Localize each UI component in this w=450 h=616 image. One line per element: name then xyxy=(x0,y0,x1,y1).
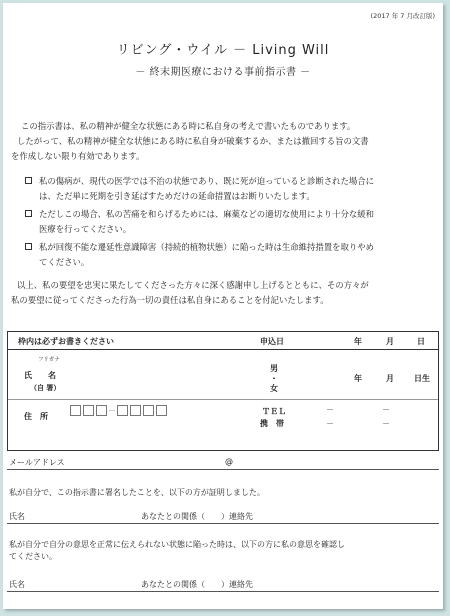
name-label: 氏 名 xyxy=(24,371,56,380)
postal-code-box[interactable] xyxy=(117,405,128,416)
closing-line-1: 以上、私の要望を忠実に果たしてくださった方々に深く感謝申し上げるとともに、その方々が xyxy=(17,280,369,290)
mobile-dash-1: － xyxy=(326,419,334,428)
option-item xyxy=(25,240,435,270)
gender-female[interactable]: 女 xyxy=(270,384,278,393)
mobile-dash-2: － xyxy=(382,419,390,428)
witness-entry-line[interactable] xyxy=(7,523,439,524)
postal-code-box[interactable] xyxy=(83,405,94,416)
gender-separator: ・ xyxy=(270,374,278,383)
birth-day-label: 日生 xyxy=(414,374,430,383)
apply-year-label: 年 xyxy=(354,337,362,346)
applicant-form xyxy=(7,331,439,451)
furigana-label: フリガナ xyxy=(38,357,60,363)
witness-relation-label: あなたとの関係（ ）連絡先 xyxy=(141,512,253,521)
form-middle-divider xyxy=(8,399,438,400)
closing-line-2: 私の要望に従ってくださった行為一切の責任は私自身にあることを付記いたします。 xyxy=(11,295,329,305)
witness-name-label: 氏名 xyxy=(9,512,25,521)
postal-code-box[interactable] xyxy=(143,405,154,416)
option-checkbox[interactable] xyxy=(25,210,32,217)
proxy-name-label: 氏名 xyxy=(9,580,25,589)
option-checkbox[interactable] xyxy=(25,243,32,250)
form-header-divider xyxy=(8,349,438,350)
tel-dash-1: － xyxy=(326,405,334,414)
witness-statement: 私が自分で、この指示書に署名したことを、以下の方が証明しました。 xyxy=(9,488,265,497)
mobile-label: 携 帯 xyxy=(260,419,284,428)
intro-paragraph-2-line-1: したがって、私の精神が健全な状態にある時に私自身が破棄するか、または撤回する旨の文書 xyxy=(17,136,369,146)
postal-code-box[interactable] xyxy=(70,405,81,416)
intro-paragraph-2-line-2: を作成しない限り有効であります。 xyxy=(11,151,145,161)
option-item xyxy=(25,174,435,204)
proxy-entry-line[interactable] xyxy=(7,591,439,592)
living-will-document xyxy=(3,3,443,609)
email-field[interactable] xyxy=(7,469,439,470)
option-text-line-2: は、ただ単に死期を引き延ばすためだけの延命措置はお断りいたします。 xyxy=(39,191,315,201)
apply-date-label: 申込日 xyxy=(260,337,284,346)
option-item xyxy=(25,207,435,237)
proxy-relation-label: あなたとの関係（ ）連絡先 xyxy=(141,580,253,589)
gender-male[interactable]: 男 xyxy=(270,364,278,373)
postal-code-box[interactable] xyxy=(96,405,107,416)
option-text-line-1: 私の傷病が、現代の医学では不治の状態であり、既に死が迫っていると診断された場合に xyxy=(39,176,374,186)
tel-dash-2: － xyxy=(382,405,390,414)
birth-month-label: 月 xyxy=(386,374,394,383)
form-header: 枠内は必ずお書きください xyxy=(18,337,114,346)
postal-dash: － xyxy=(108,406,116,415)
document-title: リビング・ウイル － Living Will xyxy=(116,43,330,58)
signature-label: （自 署） xyxy=(30,384,61,392)
birth-year-label: 年 xyxy=(354,374,362,383)
edition-label: (2017 年 7 月改訂版) xyxy=(370,12,435,20)
intro-paragraph-1: この指示書は、私の精神が健全な状態にある時に私自身の考えで書いたものであります。 xyxy=(21,121,356,131)
option-text-line-1: ただしこの場合、私の苦痛を和らげるためには、麻薬などの適切な使用により十分な緩和 xyxy=(39,209,374,219)
email-label: メールアドレス xyxy=(9,458,65,467)
option-text-line-2: てください。 xyxy=(39,257,90,267)
option-text-line-1: 私が回復不能な遷延性意識障害（持続的植物状態）に陥った時は生命維持措置を取りやめ xyxy=(39,242,374,252)
apply-day-label: 日 xyxy=(417,337,425,346)
postal-code-box[interactable] xyxy=(130,405,141,416)
address-label: 住 所 xyxy=(24,412,48,421)
proxy-statement-line-2: てください。 xyxy=(9,552,57,561)
postal-code-box[interactable] xyxy=(156,405,167,416)
option-checkbox[interactable] xyxy=(25,177,32,184)
tel-label: ＴＥＬ xyxy=(262,407,286,416)
option-text-line-2: 医療を行ってください。 xyxy=(39,224,132,234)
apply-month-label: 月 xyxy=(386,337,394,346)
proxy-statement-line-1: 私が自分で自分の意思を正常に伝えられない状態に陥った時は、以下の方に私の意思を確認し xyxy=(9,540,345,549)
email-at-sign: @ xyxy=(225,457,233,466)
document-subtitle: － 終末期医療における事前指示書 － xyxy=(135,67,311,78)
